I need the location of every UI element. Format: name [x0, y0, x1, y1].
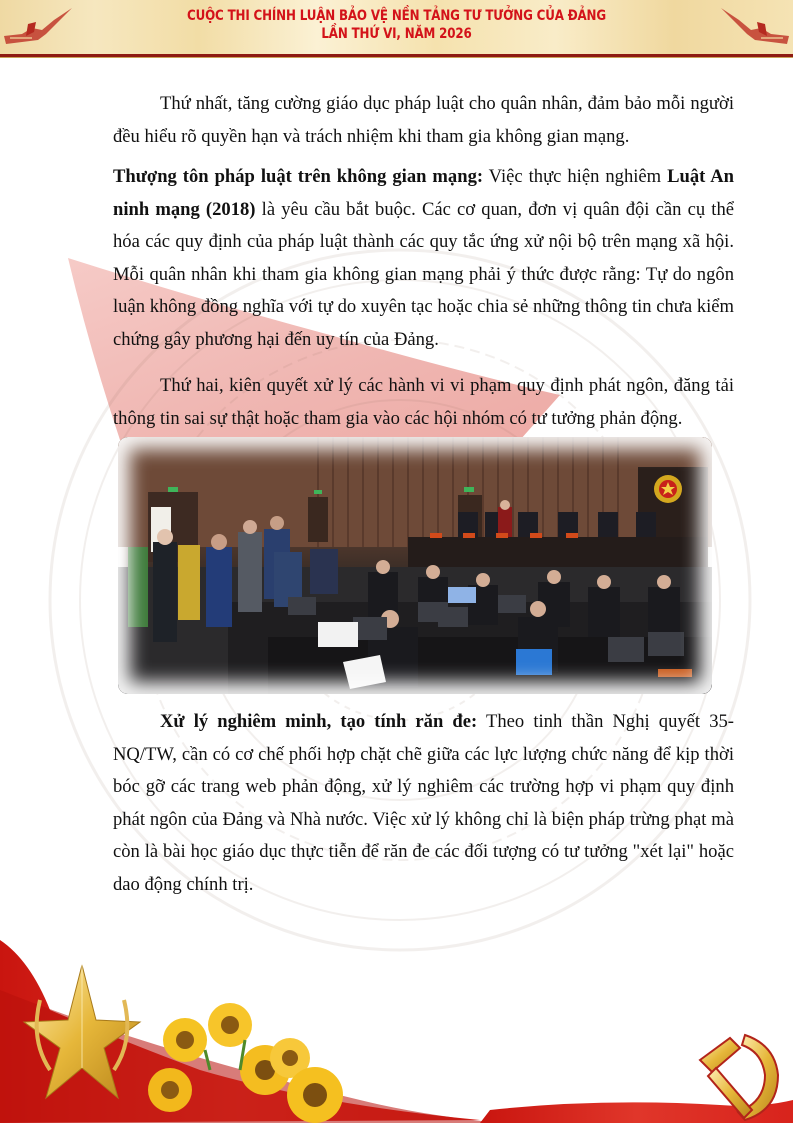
paragraph-2-heading: Thượng tôn pháp luật trên không gian mạng: — [113, 166, 484, 187]
paragraph-4: Xử lý nghiêm minh, tạo tính răn đe: Theo tinh thần Nghị quyết 35-NQ/TW, cần có cơ chế phối hợp chặt chẽ giữa các lực lượng chức năng để kịp thời bóc gỡ các trang web phản động, xử lý nghiêm các trường hợp vi phạm quy định phát ngôn của Đảng và Nhà nước. Việc xử lý không chỉ là biện pháp trừng phạt mà còn là bài học giáo dục thực tiễn để răn đe các đối tượng có tư tưởng "xét lại" hoặc dao động chính trị. — [113, 711, 734, 895]
article-body-top — [113, 88, 734, 443]
title-line-2: LẦN THỨ VI, NĂM 2026 — [321, 26, 472, 42]
courtroom-photo — [118, 437, 712, 694]
law-name: Luật An ninh mạng (2018) — [113, 166, 735, 220]
article-body-bottom — [113, 706, 734, 901]
paragraph-4-heading: Xử lý nghiêm minh, tạo tính răn đe: — [160, 711, 478, 732]
title-line-1: CUỘC THI CHÍNH LUẬN BẢO VỆ NỀN TẢNG TƯ TƯỞNG CỦA ĐẢNG — [187, 8, 606, 24]
paragraph-3: Thứ hai, kiên quyết xử lý các hành vi vi phạm quy định phát ngôn, đăng tải thông tin sai sự thật hoặc tham gia vào các hội nhóm có tư tưởng phản động. — [113, 375, 734, 429]
paragraph-2: Thượng tôn pháp luật trên không gian mạng: Việc thực hiện nghiêm Luật An ninh mạng (2018) là yêu cầu bắt buộc. Các cơ quan, đơn vị quân đội cần cụ thể hóa các quy định của pháp luật thành các quy tắc ứng xử nội bộ trên mạng xã hội. Mỗi quân nhân khi tham gia không gian mạng phải ý thức được rằng: Tự do ngôn luận không đồng nghĩa với tự do xuyên tạc hoặc chia sẻ những thông tin chưa kiểm chứng gây phương hại đến uy tín của Đảng. — [113, 166, 735, 350]
paragraph-1: Thứ nhất, tăng cường giáo dục pháp luật cho quân nhân, đảm bảo mỗi người đều hiểu rõ quyền hạn và trách nhiệm khi tham gia không gian mạng. — [113, 93, 734, 147]
footer-decoration — [0, 930, 793, 1123]
